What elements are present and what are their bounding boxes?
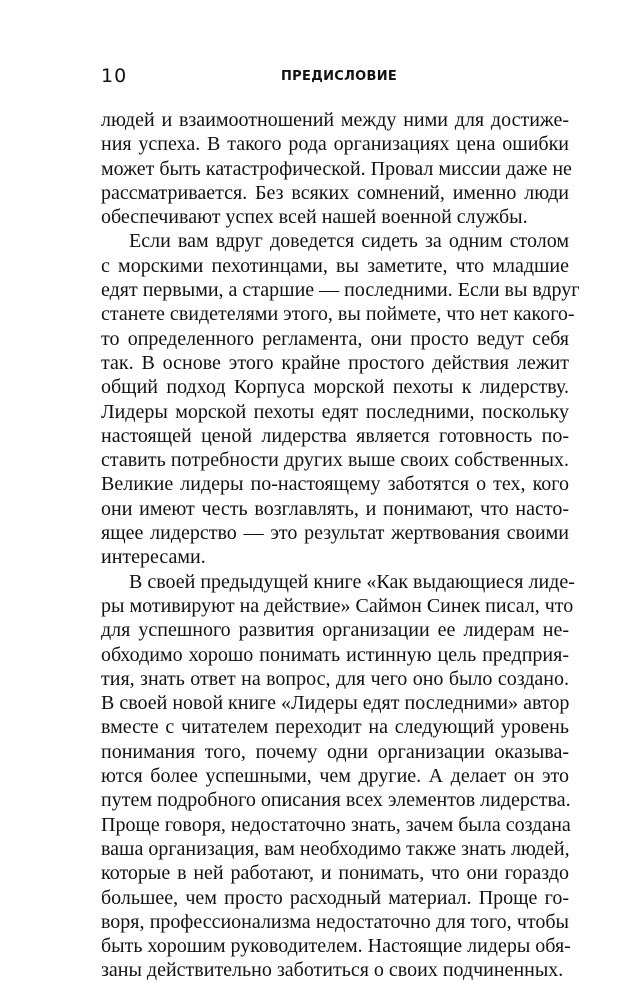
text-line: то определенного регламента, они просто ведут себя xyxy=(101,327,569,350)
text-line: обеспечивают успех всей нашей военной службы. xyxy=(101,206,528,229)
text-line: обходимо хорошо понимать истинную цель предприя- xyxy=(101,643,569,666)
text-line: ры мотивируют на действие» Саймон Синек писал, что xyxy=(101,594,574,617)
page-number: 10 xyxy=(101,65,128,87)
text-line: ния успеха. В такого рода организациях цена ошибки xyxy=(101,133,569,156)
text-line: заны действительно заботиться о своих подчиненных. xyxy=(101,959,564,982)
text-line: людей и взаимоотношений между ними для достиже- xyxy=(101,109,569,131)
text-line: воря, профессионализма недостаточно для того, чтобы xyxy=(101,910,569,933)
text-line: так. В основе этого крайне простого действия лежит xyxy=(101,351,569,374)
paragraph xyxy=(101,108,572,229)
text-line: интересами. xyxy=(101,546,206,569)
body-text xyxy=(101,108,580,983)
text-line: они имеют честь возглавлять, и понимают, что насто- xyxy=(101,497,569,520)
text-line: тия, знать ответ на вопрос, для чего оно было создано. xyxy=(101,667,569,690)
text-line: едят первыми, а старшие — последними. Если вы вдруг xyxy=(101,279,580,302)
text-line: понимания того, почему одни организации оказыва- xyxy=(101,740,569,763)
paragraph xyxy=(101,570,575,983)
text-line: общий подход Корпуса морской пехоты к лидерству. xyxy=(101,376,569,399)
text-line: рассматривается. Без всяких сомнений, именно люди xyxy=(101,181,569,204)
text-line: настоящей ценой лидерства является готовность по- xyxy=(101,424,569,447)
text-line: В своей предыдущей книге «Как выдающиеся лиде- xyxy=(129,570,575,593)
text-line: с морскими пехотинцами, вы заметите, что младшие xyxy=(101,254,569,277)
text-line: ящее лидерство — это результат жертвования своими xyxy=(101,522,569,545)
text-line: ставить потребности других выше своих собственных. xyxy=(101,449,569,472)
text-line: Великие лидеры по-настоящему заботятся о тех, кого xyxy=(101,473,569,496)
text-line: Проще говоря, недостаточно знать, зачем была создана xyxy=(101,813,571,836)
text-line: Лидеры морской пехоты едят последними, поскольку xyxy=(101,400,569,423)
text-line: быть хорошим руководителем. Настоящие лидеры обя- xyxy=(101,935,571,958)
paragraph xyxy=(101,229,580,569)
text-line: ваша организация, вам необходимо также знать людей, xyxy=(101,837,570,860)
text-line: может быть катастрофической. Провал миссии даже не xyxy=(101,157,572,180)
text-line: большее, чем просто расходный материал. Проще го- xyxy=(101,886,569,909)
text-line: которые в ней работают, и понимать, что они гораздо xyxy=(101,862,569,885)
text-line: ются более успешными, чем другие. А делает он это xyxy=(101,765,569,788)
text-line: станете свидетелями этого, вы поймете, что нет какого- xyxy=(101,303,575,326)
text-line: путем подробного описания всех элементов лидерства. xyxy=(101,789,571,812)
text-line: для успешного развития организации ее лидерам не- xyxy=(101,619,569,642)
text-line: В своей новой книге «Лидеры едят последними» автор xyxy=(101,692,570,715)
running-header xyxy=(101,64,569,92)
text-line: Если вам вдруг доведется сидеть за одним столом xyxy=(129,230,569,253)
chapter-title: ПРЕДИСЛОВИЕ xyxy=(281,69,398,84)
text-line: вместе с читателем переходит на следующий уровень xyxy=(101,716,569,739)
